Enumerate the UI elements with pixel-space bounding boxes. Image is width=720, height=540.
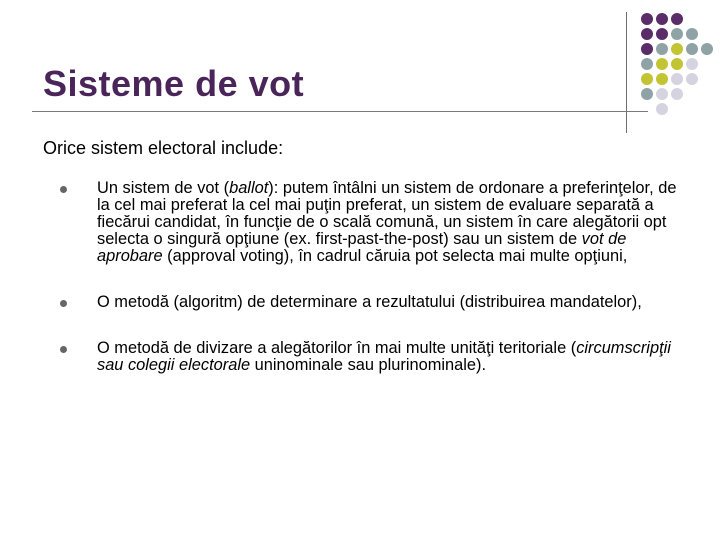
bullet-run: Un sistem de vot ( xyxy=(97,179,230,197)
decorative-dot xyxy=(686,28,698,40)
decorative-dot xyxy=(656,28,668,40)
bullet-icon xyxy=(60,186,67,193)
bullet-run-italic: circumscripţii sau colegii electorale xyxy=(97,339,671,374)
decorative-vertical-rule xyxy=(626,12,627,133)
decorative-dot xyxy=(671,28,683,40)
decorative-dot xyxy=(686,73,698,85)
bullet-run: O metodă de divizare a alegătorilor în mai multe unităţi teritoriale ( xyxy=(97,339,577,357)
bullet-icon xyxy=(60,346,67,353)
slide-title: Sisteme de vot xyxy=(43,63,305,104)
decorative-dot xyxy=(686,58,698,70)
decorative-dot xyxy=(671,13,683,25)
decorative-dot xyxy=(701,43,713,55)
bullet-list xyxy=(60,180,680,374)
bullet-run: uninominale sau plurinominale). xyxy=(250,356,487,374)
bullet-run: ): putem întâlni un sistem de ordonare a preferinţelor, de la cel mai preferat la cel mai puţin preferat, un sistem de evaluare separată a fiecărui candidat, în funcţie de o scală comună, un sistem în care alegătorii opt selecta o singură opţiune (ex. first-past-the-post) sau un sistem de xyxy=(97,179,677,248)
decorative-dot xyxy=(671,73,683,85)
decorative-dot xyxy=(656,58,668,70)
bullet-run: O metodă (algoritm) de determinare a rezultatului (distribuirea mandatelor), xyxy=(97,293,642,311)
decorative-dot xyxy=(656,73,668,85)
bullet-run-italic: ballot xyxy=(229,179,269,197)
decorative-dot xyxy=(686,43,698,55)
decorative-dot xyxy=(641,43,653,55)
bullet-run: (approval voting), în cadrul căruia pot selecta mai multe opţiuni, xyxy=(162,247,628,265)
intro-text: Orice sistem electoral include: xyxy=(43,138,284,158)
decorative-dot xyxy=(656,88,668,100)
bullet-item-ballot xyxy=(60,180,680,265)
decorative-dot xyxy=(641,58,653,70)
title-underline xyxy=(32,111,648,112)
decorative-dot xyxy=(671,43,683,55)
decorative-dot xyxy=(641,28,653,40)
decorative-dot xyxy=(671,88,683,100)
bullet-run-italic: vot de aprobare xyxy=(97,230,627,265)
decorative-dot xyxy=(641,73,653,85)
decorative-dot-grid xyxy=(641,13,720,123)
decorative-dot xyxy=(656,103,668,115)
decorative-dot xyxy=(641,88,653,100)
bullet-item-division xyxy=(60,340,680,374)
decorative-dot xyxy=(641,13,653,25)
decorative-dot xyxy=(656,43,668,55)
bullet-item-method xyxy=(60,294,680,311)
bullet-icon xyxy=(60,300,67,307)
decorative-dot xyxy=(671,58,683,70)
decorative-dot xyxy=(656,13,668,25)
